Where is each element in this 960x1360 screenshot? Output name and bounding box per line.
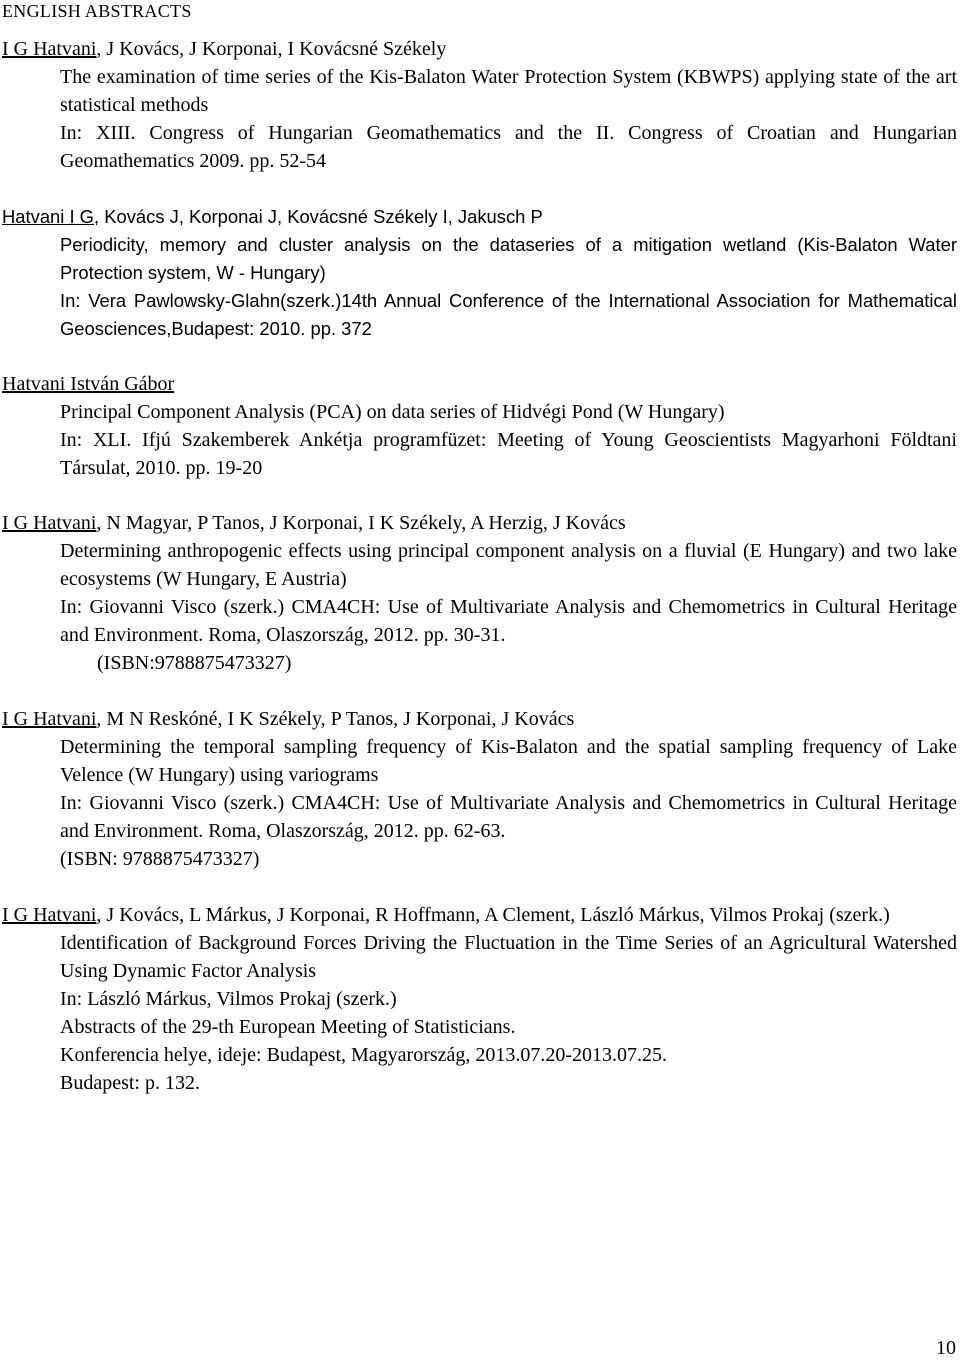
entry-title: Principal Component Analysis (PCA) on data series of Hidvégi Pond (W Hungary) — [60, 401, 725, 423]
abstract-entry-5 — [2, 705, 957, 873]
entry-lead-author: Hatvani I G — [2, 206, 94, 227]
entry-lead-author: I G Hatvani — [2, 708, 97, 730]
abstract-entry-4 — [2, 509, 957, 677]
abstract-entry-3 — [2, 370, 957, 482]
abstract-list — [2, 35, 957, 1125]
entry-source: In: László Márkus, Vilmos Prokaj (szerk.) — [60, 988, 397, 1010]
page-header: ENGLISH ABSTRACTS — [2, 1, 192, 21]
entry-title: Periodicity, memory and cluster analysis on the dataseries of a mitigation wetland (Kis-Balaton Water Protection system, W - Hungary) — [60, 234, 957, 283]
page-number: 10 — [936, 1337, 956, 1359]
entry-source: In: XLI. Ifjú Szakemberek Ankétja programfüzet: Meeting of Young Geoscientists Magyarhoni Földtani Társulat, 2010. pp. 19-20 — [60, 429, 957, 479]
entry-source: In: Giovanni Visco (szerk.) CMA4CH: Use of Multivariate Analysis and Chemometrics in Cultural Heritage and Environment. Roma, Olaszország, 2012. pp. 30-31. — [60, 596, 957, 646]
entry-isbn: (ISBN: 9788875473327) — [60, 848, 260, 870]
entry-pages: Budapest: p. 132. — [60, 1072, 200, 1094]
entry-coauthors: , M N Reskóné, I K Székely, P Tanos, J Korponai, J Kovács — [96, 708, 575, 730]
abstract-entry-6 — [2, 901, 957, 1097]
entry-title: Determining anthropogenic effects using principal component analysis on a fluvial (E Hungary) and two lake ecosystems (W Hungary, E Austria) — [60, 540, 957, 590]
entry-proceedings: Abstracts of the 29-th European Meeting of Statisticians. — [60, 1016, 516, 1038]
entry-lead-author: I G Hatvani — [2, 38, 97, 60]
entry-title: The examination of time series of the Kis-Balaton Water Protection System (KBWPS) applying state of the art statistical methods — [60, 66, 957, 116]
abstract-entry-1 — [2, 35, 957, 175]
entry-authors — [2, 370, 957, 398]
entry-lead-author: I G Hatvani — [2, 512, 97, 534]
entry-authors — [2, 705, 957, 733]
entry-isbn: (ISBN:9788875473327) — [97, 652, 292, 674]
entry-lead-author: Hatvani István Gábor — [2, 373, 175, 395]
entry-coauthors: , Kovács J, Korponai J, Kovácsné Székely I, Jakusch P — [94, 206, 543, 227]
entry-source: In: Vera Pawlowsky-Glahn(szerk.)14th Annual Conference of the International Association for Mathematical Geosciences,Budapest: 2010. pp. 372 — [60, 290, 957, 339]
entry-source: In: XIII. Congress of Hungarian Geomathematics and the II. Congress of Croatian and Hungarian Geomathematics 2009. pp. 52-54 — [60, 122, 957, 172]
entry-title: Identification of Background Forces Driving the Fluctuation in the Time Series of an Agricultural Watershed Using Dynamic Factor Analysis — [60, 932, 957, 982]
entry-authors — [2, 901, 957, 929]
entry-lead-author: I G Hatvani — [2, 904, 97, 926]
abstract-entry-2 — [2, 203, 957, 343]
entry-authors — [2, 509, 957, 537]
entry-authors — [2, 35, 957, 63]
entry-coauthors: , J Kovács, J Korponai, I Kovácsné Székely — [96, 38, 447, 60]
entry-source: In: Giovanni Visco (szerk.) CMA4CH: Use of Multivariate Analysis and Chemometrics in Cultural Heritage and Environment. Roma, Olaszország, 2012. pp. 62-63. — [60, 792, 957, 842]
entry-coauthors: , J Kovács, L Márkus, J Korponai, R Hoffmann, A Clement, László Márkus, Vilmos Prokaj (szerk.) — [96, 904, 890, 926]
entry-authors — [2, 203, 957, 231]
entry-coauthors: , N Magyar, P Tanos, J Korponai, I K Székely, A Herzig, J Kovács — [96, 512, 626, 534]
entry-title: Determining the temporal sampling frequency of Kis-Balaton and the spatial sampling frequency of Lake Velence (W Hungary) using variograms — [60, 736, 957, 786]
entry-venue: Konferencia helye, ideje: Budapest, Magyarország, 2013.07.20-2013.07.25. — [60, 1044, 668, 1066]
